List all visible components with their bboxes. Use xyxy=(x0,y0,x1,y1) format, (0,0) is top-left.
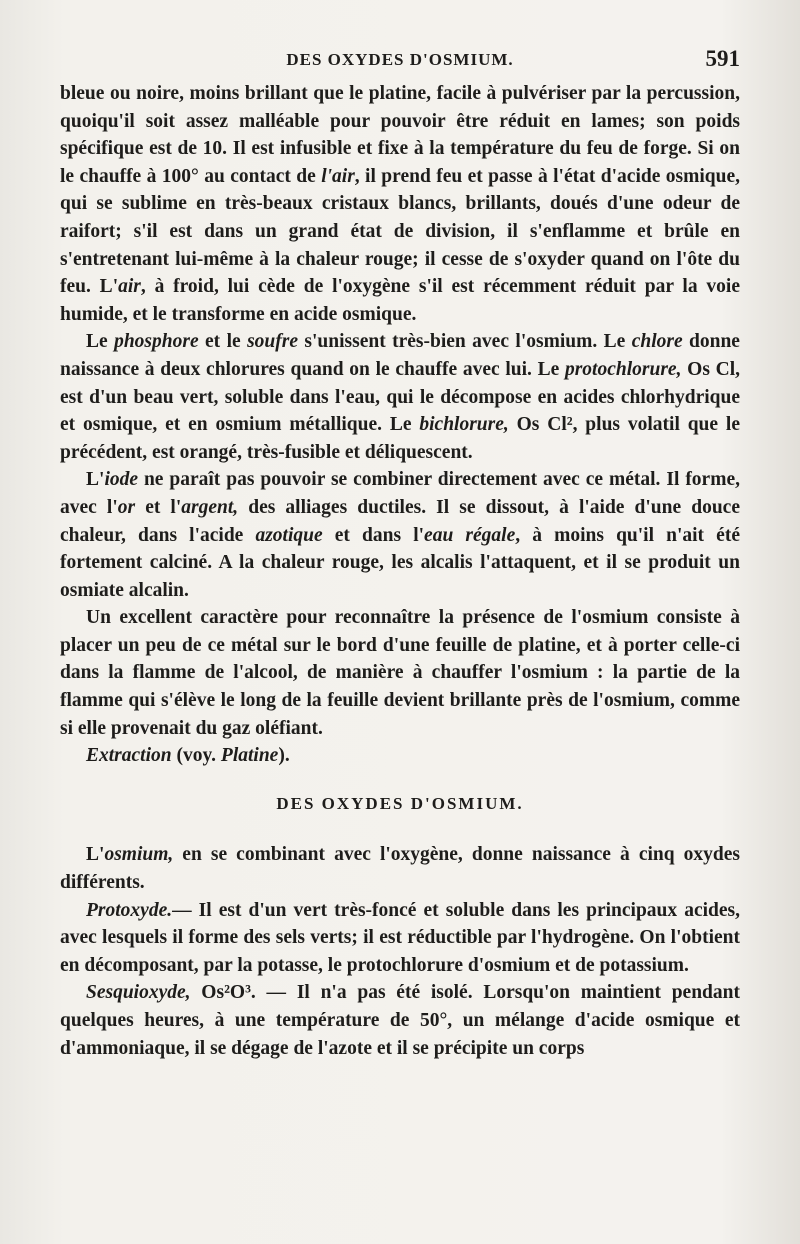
italic-run: bichlorure, xyxy=(419,414,509,436)
text-run: Os Cl², plus volatil que le précédent, est orangé, très-fusible et déliquescent. xyxy=(60,414,740,463)
text-run: L' xyxy=(86,469,105,491)
paragraph xyxy=(60,604,740,742)
text-run: et dans l' xyxy=(322,524,425,546)
paragraph xyxy=(60,328,740,466)
section-oxides xyxy=(60,841,740,1062)
text-run: et l' xyxy=(135,496,182,518)
italic-run: argent, xyxy=(181,496,239,518)
italic-run: osmium, xyxy=(104,844,174,866)
paragraph xyxy=(60,742,740,770)
paragraph xyxy=(60,897,740,980)
paragraph xyxy=(60,841,740,896)
text-run: donne naissance à deux chlorures quand on le chauffe avec lui. Le xyxy=(60,331,740,380)
italic-run: Sesquioxyde, xyxy=(86,982,191,1004)
section-intro xyxy=(60,80,740,770)
italic-run: chlore xyxy=(631,331,683,353)
text-run: , à moins qu'il n'ait été fortement calciné. A la chaleur rouge, les alcalis l'attaquent, et il se produit un osmiate alcalin. xyxy=(60,524,740,601)
italic-run: protochlorure, xyxy=(564,358,682,380)
italic-run: Extraction xyxy=(86,745,172,767)
text-run: Os²O³. — Il n'a pas été isolé. Lorsqu'on maintient pendant quelques heures, à une température de 50°, un mélange d'acide osmique et d'ammoniaque, il se dégage de l'azote et il se précipite un corps xyxy=(60,982,740,1059)
text-run: ). xyxy=(278,745,290,767)
text-run: et le xyxy=(198,331,248,353)
page-number: 591 xyxy=(705,46,740,71)
text-run: L' xyxy=(86,844,105,866)
paragraph xyxy=(60,466,740,604)
text-run: bleue ou noire, moins brillant que le platine, facile à pulvériser par la percussion, quoiqu'il soit assez malléable pour pouvoir être réduit en lames; son poids spécifique est de 10. Il est infusible et fixe à la température du feu de forge. Si on le chauffe à 100° au contact de xyxy=(60,83,740,187)
italic-run: azotique xyxy=(255,524,323,546)
italic-run: phosphore xyxy=(114,331,199,353)
text-run: s'unissent très-bien avec l'osmium. Le xyxy=(298,331,632,353)
text-run: Os Cl, est d'un beau vert, soluble dans l'eau, qui le décompose en acides chlorhydrique et osmique, et en osmium métallique. Le xyxy=(60,358,740,436)
text-run: , à froid, lui cède de l'oxygène s'il est récemment réduit par la voie humide, et le transforme en acide osmique. xyxy=(60,276,740,325)
section-title: DES OXYDES D'OSMIUM. xyxy=(276,793,524,813)
italic-run: eau régale xyxy=(424,524,516,546)
page-header xyxy=(60,46,740,80)
text-run: Un excellent caractère pour reconnaître la présence de l'osmium consiste à placer un peu de ce métal sur le bord d'une feuille de platine, et à porter celle-ci dans la flamme de l'alcool, de manière à chauffer l'osmium : la partie de la flamme qui s'élève le long de la feuille devient brillante près de l'osmium, comme si elle provenait du gaz oléfiant. xyxy=(60,607,740,739)
running-title: DES OXYDES D'OSMIUM. xyxy=(286,50,514,69)
italic-run: air xyxy=(118,276,141,298)
italic-run: iode xyxy=(104,469,139,491)
italic-run: or xyxy=(117,496,136,518)
text-run: ne paraît pas pouvoir se combiner directement avec ce métal. Il forme, avec l' xyxy=(60,469,740,518)
text-run: des alliages ductiles. Il se dissout, à l'aide d'une douce chaleur, dans l'acide xyxy=(60,496,740,546)
paragraph xyxy=(60,80,740,328)
text-run: , il prend feu et passe à l'état d'acide osmique, qui se sublime en très-beaux cristaux blancs, brillants, doués d'une odeur de raifort; s'il est dans un grand état de division, il s'enflamme et brûle en s'entretenant lui-même à la chaleur rouge; il cesse de s'oxyder quand on l'ôte du feu. L' xyxy=(60,165,740,298)
italic-run: l'air xyxy=(321,165,355,187)
italic-run: Protoxyde. xyxy=(86,899,173,921)
text-run: — Il est d'un vert très-foncé et soluble dans les principaux acides, avec lesquels il forme des sels verts; il est réductible par l'hydrogène. On l'obtient en décomposant, par la potasse, le protochlorure d'osmium et de potassium. xyxy=(60,899,740,976)
italic-run: soufre xyxy=(247,331,298,353)
text-run: Le xyxy=(86,331,115,353)
italic-run: Platine xyxy=(220,745,279,767)
text-run: (voy. xyxy=(171,745,221,767)
body-text xyxy=(60,80,740,1062)
text-run: en se combinant avec l'oxygène, donne naissance à cinq oxydes différents. xyxy=(60,844,740,894)
paragraph xyxy=(60,979,740,1062)
